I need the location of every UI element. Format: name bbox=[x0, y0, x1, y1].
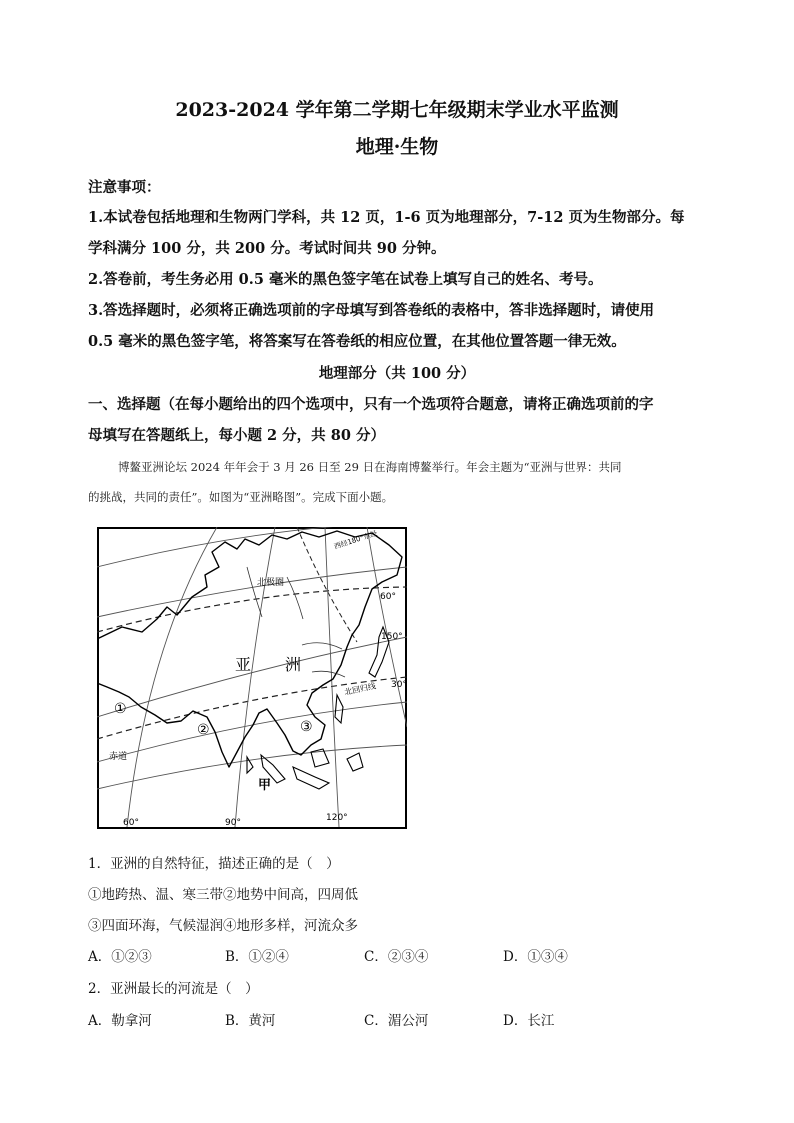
map-marker-jia: 甲 bbox=[258, 778, 272, 793]
intro-line2: 的挑战，共同的责任”。如图为“亚洲略图”。完成下面小题。 bbox=[88, 490, 394, 504]
map-lat-30: 30° bbox=[391, 680, 407, 690]
question-1-statements-line2: ③四面环海，气候湿润④地形多样，河流众多 bbox=[88, 918, 358, 934]
exam-subject: 地理·生物 bbox=[355, 136, 439, 158]
map-lon-150: 150° bbox=[381, 632, 403, 642]
map-marker-2: ② bbox=[197, 722, 210, 738]
map-label-tropic: 北回归线 bbox=[343, 681, 377, 697]
map-lon-120: 120° bbox=[326, 813, 348, 823]
notes-line: 1.本试卷包括地理和生物两门学科，共 12 页，1-6 页为地理部分，7-12 页为生物部分。每 bbox=[88, 209, 685, 226]
notes-line: 3.答选择题时，必须将正确选项前的字母填写到答卷纸的表格中，答非选择题时，请使用 bbox=[88, 302, 655, 319]
question-2-choice-d[interactable]: D．长江 bbox=[503, 1013, 555, 1029]
question-1-choice-a[interactable]: A．①②③ bbox=[88, 949, 152, 965]
question-1-stem: 1．亚洲的自然特征，描述正确的是（ ） bbox=[88, 856, 340, 872]
notes-heading: 注意事项： bbox=[88, 179, 161, 196]
question-1-statements-line1: ①地跨热、温、寒三带②地势中间高，四周低 bbox=[88, 887, 358, 903]
question-2-choice-a[interactable]: A．勒拿河 bbox=[88, 1013, 152, 1029]
map-lon-60: 60° bbox=[123, 818, 139, 828]
question-1-choice-b[interactable]: B．①②④ bbox=[225, 949, 289, 965]
question-2-stem: 2．亚洲最长的河流是（ ） bbox=[88, 981, 259, 997]
map-label-equator: 赤道 bbox=[109, 752, 128, 762]
map-label-asia-1: 亚 bbox=[235, 655, 252, 674]
notes-line: 2.答卷前，考生务必用 0.5 毫米的黑色签字笔在试卷上填写自己的姓名、考号。 bbox=[88, 271, 603, 288]
question-2-choice-c[interactable]: C．湄公河 bbox=[364, 1013, 429, 1029]
part-heading: 地理部分（共 100 分） bbox=[318, 365, 476, 382]
question-2-choice-b[interactable]: B．黄河 bbox=[225, 1013, 276, 1029]
question-1-choice-d[interactable]: D．①③④ bbox=[503, 949, 568, 965]
notes-line: 学科满分 100 分，共 200 分。考试时间共 90 分钟。 bbox=[88, 240, 446, 257]
section-heading-line2: 母填写在答题纸上，每小题 2 分，共 80 分） bbox=[88, 427, 385, 444]
section-heading-line1: 一、选择题（在每小题给出的四个选项中，只有一个选项符合题意，请将正确选项前的字 bbox=[88, 396, 654, 413]
map-lat-60: 60° bbox=[380, 592, 396, 602]
map-label-arctic-circle: 北极圈 bbox=[257, 578, 285, 588]
question-1-choice-c[interactable]: C．②③④ bbox=[364, 949, 429, 965]
map-label-180-meridian: 西经180°东经 bbox=[333, 529, 379, 551]
asia-map bbox=[97, 527, 407, 829]
notes-line: 0.5 毫米的黑色签字笔，将答案写在答卷纸的相应位置，在其他位置答题一律无效。 bbox=[88, 333, 626, 350]
map-label-asia-2: 洲 bbox=[285, 655, 302, 674]
exam-title: 2023-2024 学年第二学期七年级期末学业水平监测 bbox=[175, 99, 619, 121]
map-marker-3: ③ bbox=[300, 719, 313, 735]
intro-line1: 博鳌亚洲论坛 2024 年年会于 3 月 26 日至 29 日在海南博鳌举行。年会主题为“亚洲与世界：共同 bbox=[118, 460, 622, 474]
map-lon-90: 90° bbox=[225, 818, 241, 828]
map-marker-1: ① bbox=[114, 701, 127, 717]
